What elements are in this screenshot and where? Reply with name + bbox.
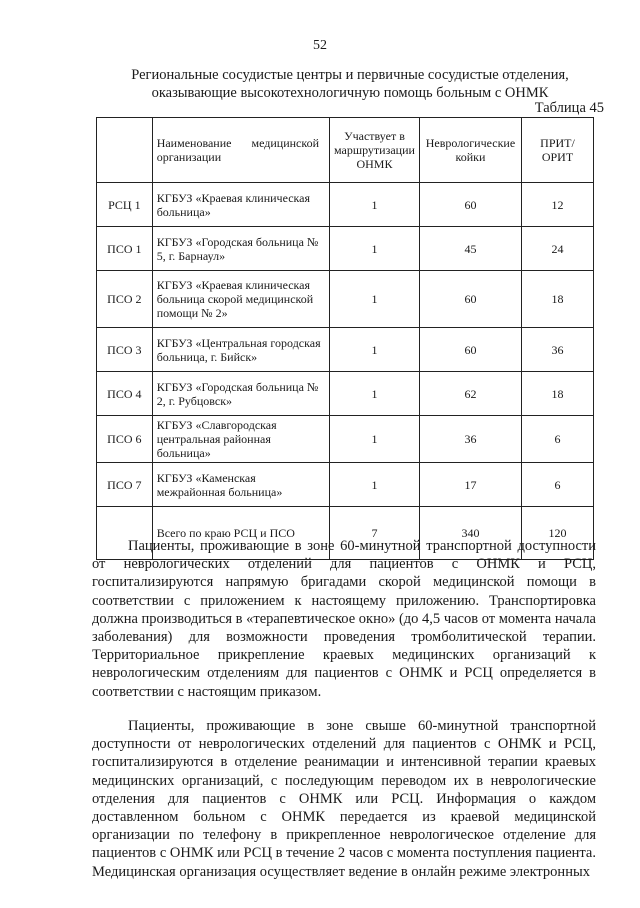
title-line-1: Региональные сосудистые центры и первичные сосудистые отделения, bbox=[131, 67, 569, 83]
paragraph-2: Пациенты, проживающие в зоне свыше 60-минутной транспортной доступности от неврологических отделений для пациентов с ОНМК и РСЦ, госпитализируются в отделение реанимации и интенсивной терапии краевых медицинских организаций, с последующим переводом их в неврологические отделения для пациентов с ОНМК или РСЦ. Информация о каждом доставленном больном с ОНМК передается из краевой медицинской организации по телефону в прикрепленное неврологическое отделение для пациентов с ОНМК или РСЦ в течение 2 часов с момента поступления пациента. Медицинская организация осуществляет ведение в онлайн режиме электронных bbox=[92, 718, 596, 880]
row-name: КГБУЗ «Славгородская центральная районная больница» bbox=[152, 416, 329, 463]
row-prit: 36 bbox=[522, 328, 594, 372]
row-code: ПСО 1 bbox=[97, 227, 153, 271]
header-name-word-1: Наименование bbox=[156, 136, 232, 150]
row-code: ПСО 4 bbox=[97, 372, 153, 416]
row-participates: 1 bbox=[330, 271, 420, 328]
row-name: КГБУЗ «Краевая клиническая больница» bbox=[152, 183, 329, 227]
row-participates: 1 bbox=[330, 328, 420, 372]
table-row bbox=[97, 463, 594, 507]
table-caption: Таблица 45 bbox=[534, 100, 604, 116]
total-participates: 7 bbox=[330, 507, 420, 560]
title-line-2: оказывающие высокотехнологичную помощь больным с ОНМК bbox=[151, 85, 549, 101]
row-name: КГБУЗ «Каменская межрайонная больница» bbox=[152, 463, 329, 507]
row-neuro-beds: 17 bbox=[419, 463, 521, 507]
total-prit: 120 bbox=[522, 507, 594, 560]
row-neuro-beds: 60 bbox=[419, 271, 521, 328]
row-neuro-beds: 45 bbox=[419, 227, 521, 271]
row-code: ПСО 2 bbox=[97, 271, 153, 328]
table-row bbox=[97, 271, 594, 328]
table-row bbox=[97, 227, 594, 271]
table-row bbox=[97, 416, 594, 463]
row-prit: 6 bbox=[522, 463, 594, 507]
row-prit: 18 bbox=[522, 271, 594, 328]
paragraph-1: Пациенты, проживающие в зоне 60-минутной транспортной доступности от неврологических отделений для пациентов с ОНМК и РСЦ, госпитализируются напрямую бригадами скорой медицинской помощи в соответствии с приложением к настоящему приложению. Транспортировка должна производиться в «терапевтическое окно» (до 4,5 часов от момента начала заболевания) для возможности проведения тромболитической терапии. Территориальное прикрепление краевых медицинских организаций к неврологическим отделениям для пациентов с ОНМК и РСЦ определяется в соответствии с настоящим приказом. bbox=[92, 538, 596, 700]
row-neuro-beds: 60 bbox=[419, 183, 521, 227]
row-code: РСЦ 1 bbox=[97, 183, 153, 227]
table-header-row bbox=[97, 118, 594, 183]
total-name: Всего по краю РСЦ и ПСО bbox=[152, 507, 329, 560]
row-prit: 12 bbox=[522, 183, 594, 227]
row-name: КГБУЗ «Краевая клиническая больница скорой медицинской помощи № 2» bbox=[152, 271, 329, 328]
table-row bbox=[97, 183, 594, 227]
header-name-word-2: медицинской bbox=[251, 136, 320, 150]
row-name: КГБУЗ «Городская больница № 2, г. Рубцовск» bbox=[152, 372, 329, 416]
total-neuro-beds: 340 bbox=[419, 507, 521, 560]
row-participates: 1 bbox=[330, 372, 420, 416]
row-participates: 1 bbox=[330, 183, 420, 227]
row-code: ПСО 7 bbox=[97, 463, 153, 507]
row-code: ПСО 6 bbox=[97, 416, 153, 463]
row-participates: 1 bbox=[330, 416, 420, 463]
header-participates-cell: Участвует в маршрутизации ОНМК bbox=[330, 118, 420, 183]
row-code: ПСО 3 bbox=[97, 328, 153, 372]
row-prit: 24 bbox=[522, 227, 594, 271]
vascular-centers-table bbox=[96, 117, 594, 560]
header-neuro-beds-cell: Неврологические койки bbox=[419, 118, 521, 183]
page-number: 52 bbox=[313, 38, 327, 53]
row-neuro-beds: 36 bbox=[419, 416, 521, 463]
row-name: КГБУЗ «Центральная городская больница, г. Бийск» bbox=[152, 328, 329, 372]
row-prit: 6 bbox=[522, 416, 594, 463]
row-neuro-beds: 60 bbox=[419, 328, 521, 372]
row-participates: 1 bbox=[330, 463, 420, 507]
row-neuro-beds: 62 bbox=[419, 372, 521, 416]
table-row bbox=[97, 372, 594, 416]
header-name-cell bbox=[152, 118, 329, 183]
table-row bbox=[97, 328, 594, 372]
row-participates: 1 bbox=[330, 227, 420, 271]
header-code-cell bbox=[97, 118, 153, 183]
document-title bbox=[110, 66, 590, 102]
row-prit: 18 bbox=[522, 372, 594, 416]
header-prit-cell: ПРИТ/ ОРИТ bbox=[522, 118, 594, 183]
row-name: КГБУЗ «Городская больница № 5, г. Барнаул» bbox=[152, 227, 329, 271]
header-name-word-3: организации bbox=[156, 150, 222, 164]
